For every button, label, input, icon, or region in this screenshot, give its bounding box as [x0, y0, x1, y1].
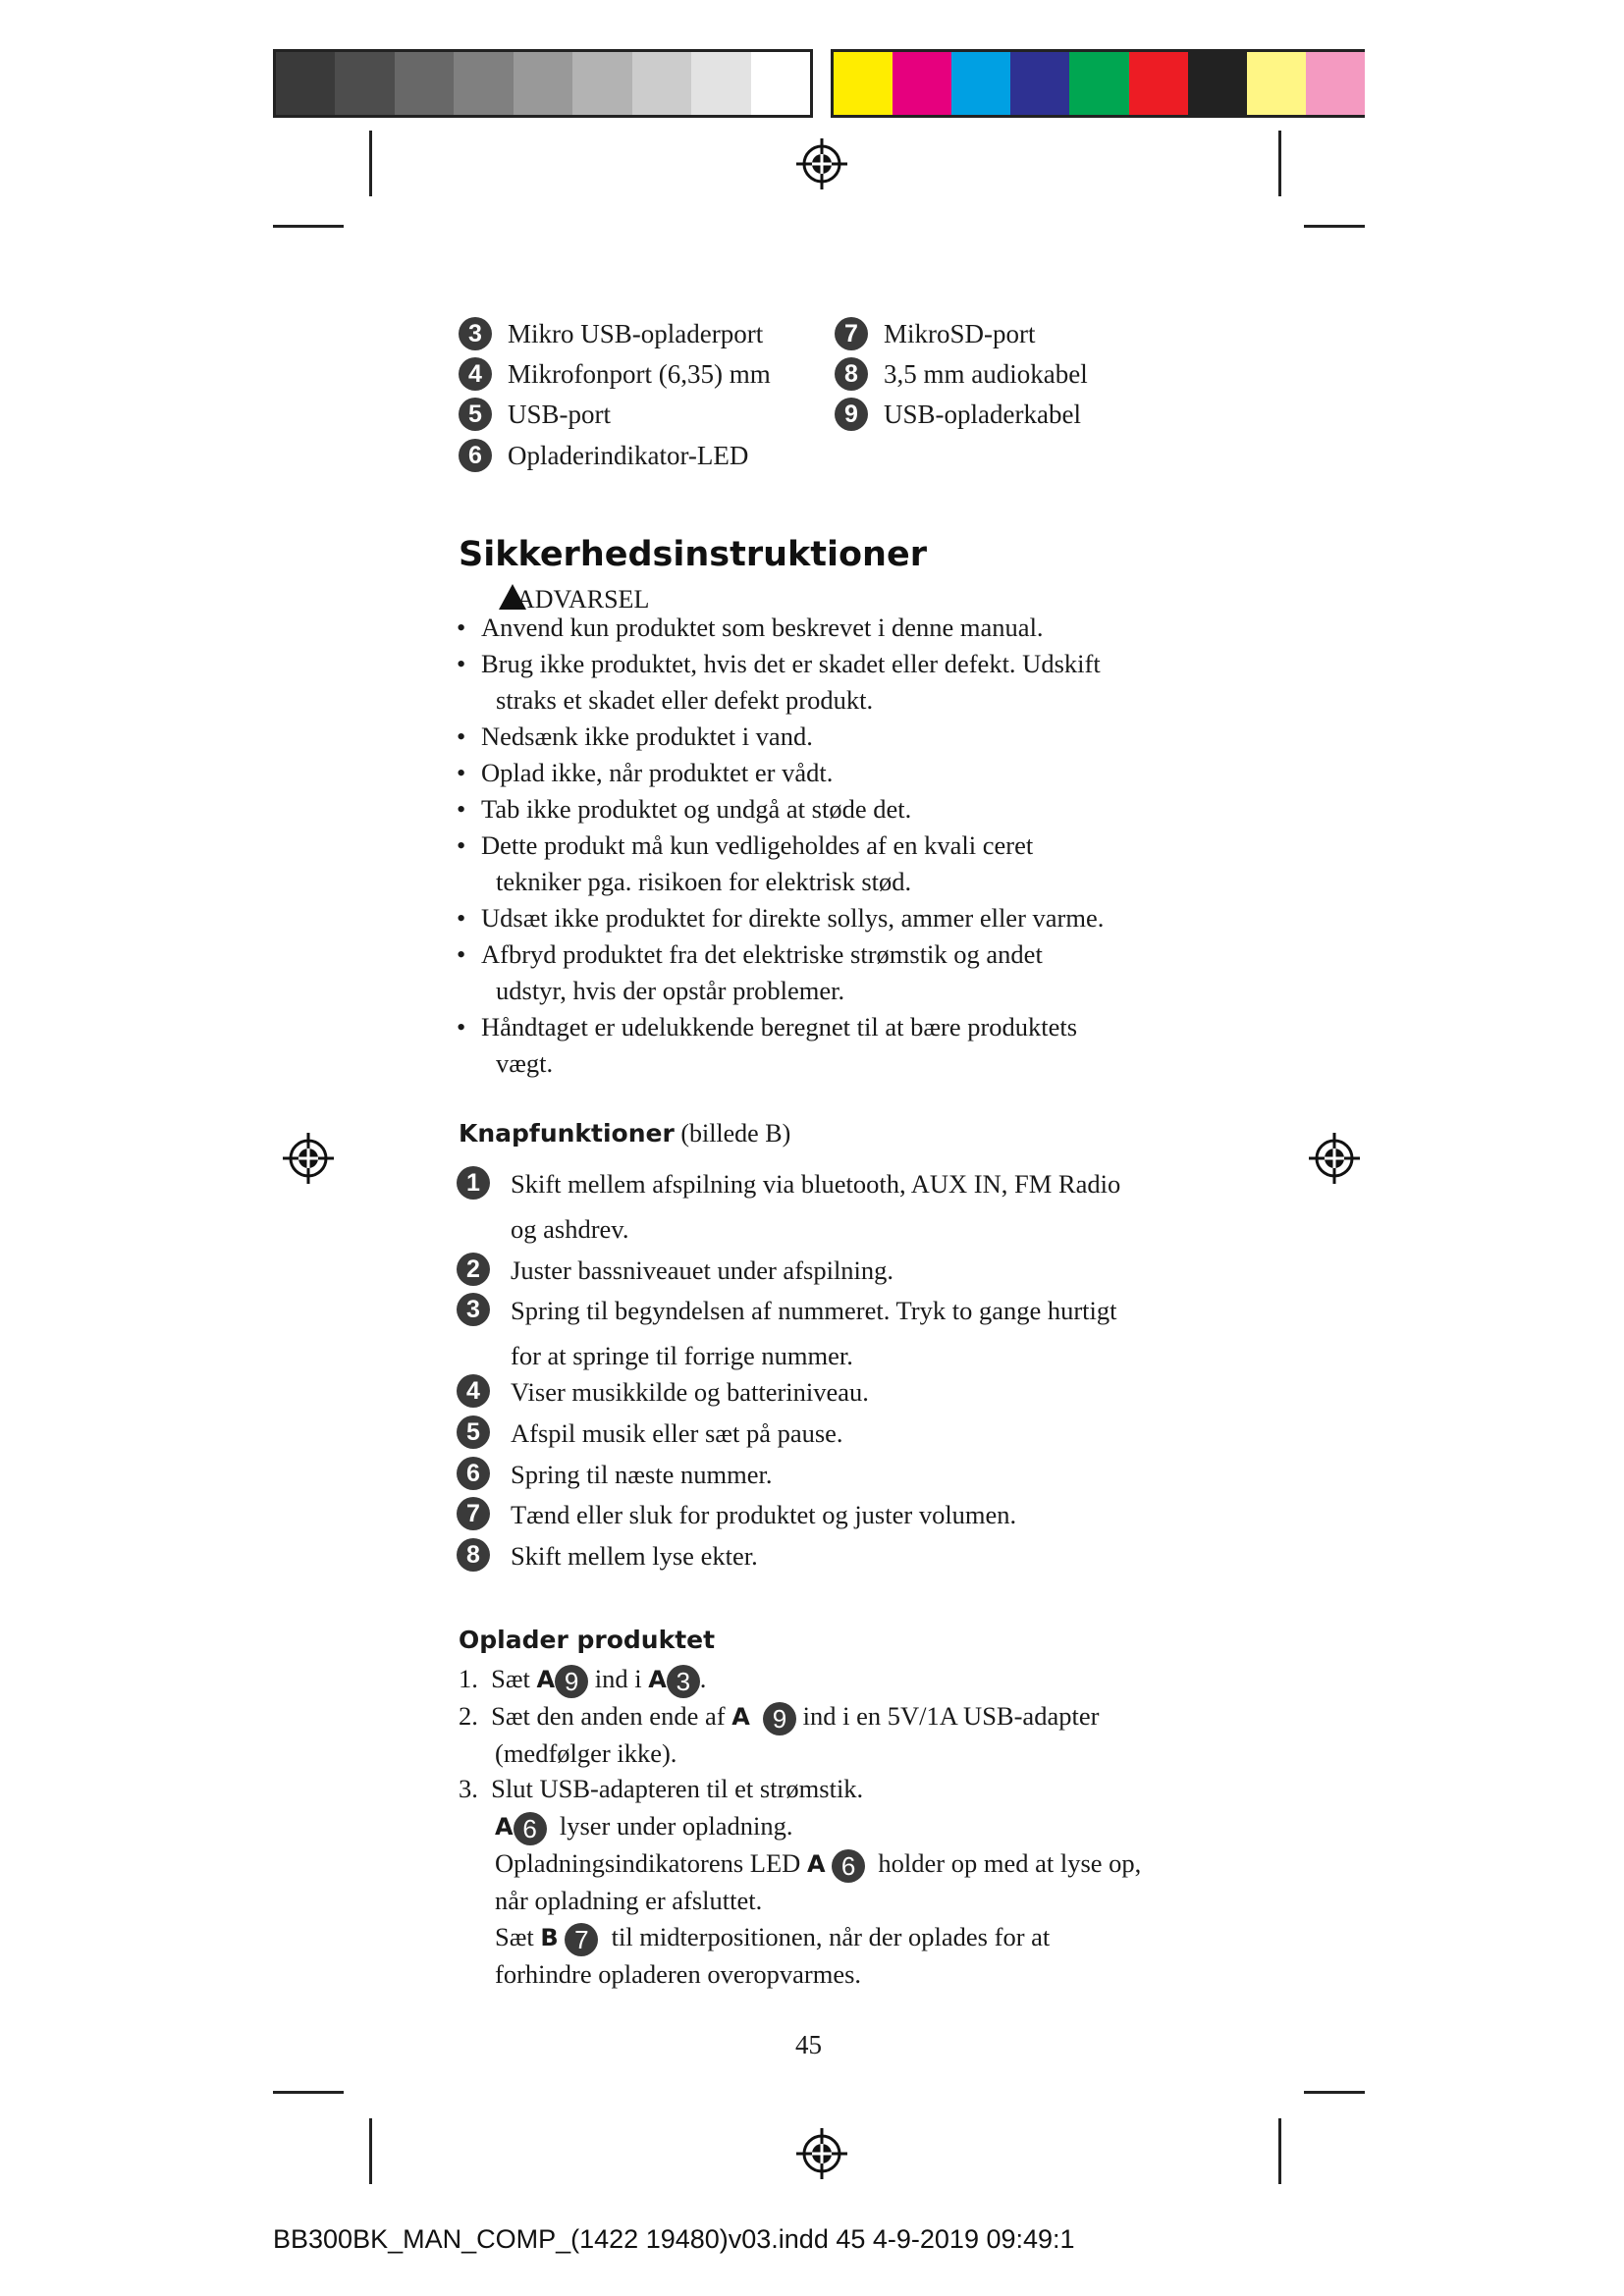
- safety-item: • Afbryd produktet fra det elektriske strømstik og andet udstyr, hvis der opstår problemer.: [457, 936, 1183, 1009]
- registration-mark-icon: [281, 1131, 336, 1186]
- color-swatch: [1188, 52, 1247, 115]
- number-badge: 3: [667, 1665, 700, 1698]
- color-swatch: [1247, 52, 1306, 115]
- crop-mark: [1304, 225, 1365, 228]
- color-swatch: [691, 52, 750, 115]
- color-swatch: [454, 52, 513, 115]
- part-item: [459, 436, 748, 475]
- safety-item: • Udsæt ikke produktet for direkte sollys, ammer eller varme.: [457, 900, 1183, 936]
- number-badge: 9: [835, 398, 868, 431]
- color-swatch: [834, 52, 893, 115]
- registration-mark-icon: [794, 136, 849, 191]
- button-function-item: 4 Viser musikkilde og batteriniveau.: [457, 1371, 1203, 1413]
- charging-step-3: 3. Slut USB-adapteren til et strømstik.: [459, 1774, 864, 1803]
- number-badge: 6: [459, 439, 492, 472]
- safety-item: • Håndtaget er udelukkende beregnet til at bære produktets vægt.: [457, 1009, 1183, 1082]
- number-badge: 3: [457, 1293, 490, 1326]
- button-function-item: 1 Skift mellem afspilning via bluetooth, AUX IN, FM Radio og ashdrev.: [457, 1163, 1203, 1250]
- number-badge: 1: [457, 1166, 490, 1200]
- crop-mark: [1304, 2091, 1365, 2094]
- crop-mark: [1278, 131, 1281, 196]
- charging-heading: Oplader produktet: [459, 1626, 716, 1654]
- color-swatch: [1306, 52, 1365, 115]
- number-badge: 9: [555, 1665, 588, 1698]
- part-label: USB-port: [508, 400, 612, 429]
- number-badge: 4: [457, 1374, 490, 1408]
- safety-item: • Nedsænk ikke produktet i vand.: [457, 719, 1183, 755]
- number-badge: 8: [457, 1538, 490, 1572]
- button-function-item: 8 Skift mellem lyse ekter.: [457, 1535, 1203, 1576]
- crop-mark: [369, 131, 372, 196]
- page-number: 45: [795, 2030, 822, 2059]
- number-badge: 7: [565, 1923, 598, 1956]
- color-swatch: [276, 52, 335, 115]
- crop-mark: [273, 2091, 344, 2094]
- number-badge: 7: [835, 317, 868, 350]
- safety-item: • Anvend kun produktet som beskrevet i denne manual.: [457, 610, 1183, 646]
- safety-heading: Sikkerhedsinstruktioner: [459, 535, 927, 574]
- print-slug-footer: BB300BK_MAN_COMP_(1422 19480)v03.indd 45 4-9-2019 09:49:1: [273, 2224, 1075, 2254]
- number-badge: 5: [459, 398, 492, 431]
- color-swatch: [514, 52, 572, 115]
- color-swatch: [632, 52, 691, 115]
- part-label: Opladerindikator-LED: [508, 441, 749, 470]
- charging-note-3: Sæt B 7 til midterpositionen, når der oplades for at forhindre opladeren overopvarmes.: [495, 1922, 1051, 1989]
- part-label: 3,5 mm audiokabel: [884, 359, 1088, 389]
- charging-step-2: 2. Sæt den anden ende af A 9 ind i en 5V/1A USB-adapter (medfølger ikke).: [459, 1701, 1100, 1768]
- color-swatch: [751, 52, 810, 115]
- number-badge: 3: [459, 317, 492, 350]
- charging-note-2: Opladningsindikatorens LED A 6 holder op med at lyse op, når opladning er afsluttet.: [495, 1848, 1142, 1915]
- color-swatch: [335, 52, 394, 115]
- button-function-item: 6 Spring til næste nummer.: [457, 1454, 1203, 1495]
- part-item: [459, 314, 763, 353]
- charging-step-1: 1. Sæt A 9 ind i A 3 .: [459, 1664, 707, 1696]
- warning-label: ADVARSEL: [499, 582, 649, 614]
- number-badge: 6: [514, 1812, 547, 1845]
- part-label: USB-opladerkabel: [884, 400, 1081, 429]
- button-function-item: 2 Juster bassniveauet under afspilning.: [457, 1250, 1203, 1291]
- safety-list: [457, 610, 1183, 1082]
- part-item: [459, 395, 611, 434]
- crop-mark: [1278, 2118, 1281, 2184]
- color-swatch: [893, 52, 951, 115]
- button-functions-heading: Knapfunktioner (billede B): [459, 1119, 791, 1148]
- button-function-item: 3 Spring til begyndelsen af nummeret. Tryk to gange hurtigt for at springe til forrige nummer.: [457, 1290, 1203, 1376]
- part-item: [459, 354, 771, 394]
- number-badge: 9: [763, 1702, 796, 1735]
- number-badge: 4: [459, 357, 492, 391]
- number-badge: 5: [457, 1415, 490, 1449]
- registration-mark-icon: [1307, 1131, 1362, 1186]
- part-label: MikroSD-port: [884, 319, 1036, 348]
- safety-item: • Tab ikke produktet og undgå at støde det.: [457, 791, 1183, 828]
- number-badge: 6: [457, 1457, 490, 1490]
- color-swatch: [1129, 52, 1188, 115]
- number-badge: 6: [832, 1849, 865, 1883]
- number-badge: 7: [457, 1497, 490, 1530]
- registration-mark-icon: [794, 2126, 849, 2181]
- charging-note-1: A 6 lyser under opladning.: [495, 1811, 793, 1843]
- safety-item: • Oplad ikke, når produktet er vådt.: [457, 755, 1183, 791]
- color-swatch: [1069, 52, 1128, 115]
- button-function-item: 5 Afspil musik eller sæt på pause.: [457, 1413, 1203, 1454]
- part-item: [835, 314, 1036, 353]
- part-item: [835, 395, 1081, 434]
- gray-calibration-bar: [273, 49, 813, 118]
- crop-mark: [369, 2118, 372, 2184]
- part-item: [835, 354, 1088, 394]
- color-calibration-bar: [831, 49, 1365, 118]
- safety-item: • Dette produkt må kun vedligeholdes af en kvali ceret tekniker pga. risikoen for elektrisk stød.: [457, 828, 1183, 900]
- color-swatch: [395, 52, 454, 115]
- color-swatch: [951, 52, 1010, 115]
- part-label: Mikro USB-opladerport: [508, 319, 764, 348]
- safety-item: • Brug ikke produktet, hvis det er skadet eller defekt. Udskift straks et skadet eller defekt produkt.: [457, 646, 1183, 719]
- part-label: Mikrofonport (6,35) mm: [508, 359, 771, 389]
- button-function-item: 7 Tænd eller sluk for produktet og juster volumen.: [457, 1494, 1203, 1535]
- crop-mark: [273, 225, 344, 228]
- color-swatch: [1010, 52, 1069, 115]
- color-swatch: [572, 52, 631, 115]
- warning-triangle-icon: [499, 584, 526, 610]
- number-badge: 2: [457, 1253, 490, 1286]
- number-badge: 8: [835, 357, 868, 391]
